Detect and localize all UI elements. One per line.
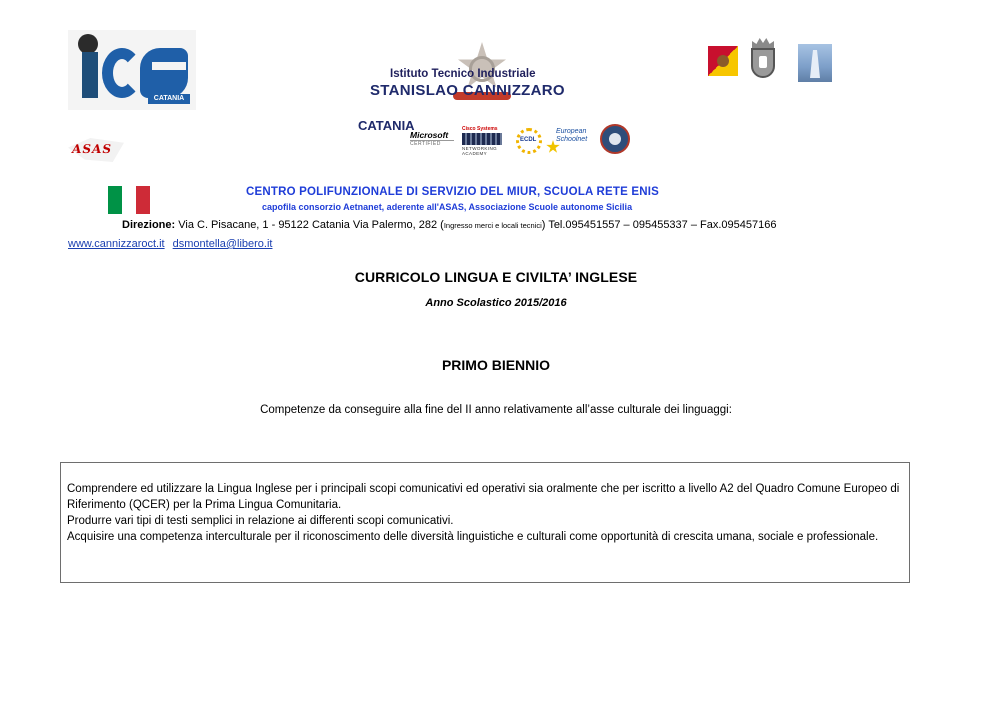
competence-item: Comprendere ed utilizzare la Lingua Inglese per i principali scopi comunicativi ed operativi sia oralmente che per iscritto a livello A2 del Quadro Comune Europeo di Riferimento (QCER) per la Prima Lingua Comunitaria.	[67, 483, 900, 511]
email-link[interactable]: dsmontella@libero.it	[172, 238, 273, 250]
asas-logo	[66, 136, 130, 166]
centro-subtitle: capofila consorzio Aetnanet, aderente all'ASAS, Associazione Scuole autonome Sicilia	[262, 202, 633, 212]
school-year: Anno Scolastico 2015/2016	[425, 297, 567, 309]
microsoft-certified-logo: Microsoft CERTIFIED	[410, 131, 454, 155]
website-link[interactable]: www.cannizzaroct.it	[68, 238, 165, 250]
institute-name: STANISLAO CANNIZZARO	[370, 82, 565, 99]
ics-logo-caption: CATANIA	[148, 94, 190, 104]
sicily-region-flag	[708, 46, 738, 76]
address-line: Direzione: Via C. Pisacane, 1 - 95122 Catania Via Palermo, 282 (Ingresso merci e locali tecnici) Tel.095451557 – 095455337 – Fax.095457166	[122, 219, 777, 231]
section-heading: PRIMO BIENNIO	[441, 357, 551, 373]
city-crest	[746, 38, 780, 82]
address-label: Direzione:	[122, 219, 176, 231]
ecdl-logo: ECDL	[514, 126, 544, 156]
competences-box	[60, 462, 910, 583]
round-seal-logo	[600, 124, 630, 154]
competence-item: Produrre vari tipi di testi semplici in relazione ai differenti scopi comunicativi.	[67, 515, 454, 527]
competences-intro: Competenze da conseguire alla fine del II anno relativamente all’asse culturale dei linguaggi:	[260, 404, 732, 416]
monument-image	[798, 44, 832, 82]
globe-icon	[78, 34, 98, 54]
competence-item: Acquisire una competenza interculturale per il riconoscimento delle diversità linguistiche e culturali come opportunità di crescita umana, sociale e professionale.	[67, 531, 879, 543]
document-title: CURRICOLO LINGUA E CIVILTA’ INGLESE	[354, 269, 638, 285]
asas-logo-text: ASAS	[70, 142, 114, 156]
institute-type: Istituto Tecnico Industriale	[390, 68, 536, 80]
cisco-academy-logo: Cisco Systems NETWORKING ACADEMY	[462, 126, 508, 156]
european-schoolnet-logo: European Schoolnet	[546, 128, 594, 156]
italian-flag	[108, 186, 150, 214]
contact-links	[68, 238, 277, 250]
ics-logo	[68, 30, 196, 110]
centro-title: CENTRO POLIFUNZIONALE DI SERVIZIO DEL MIUR, SCUOLA RETE ENIS	[246, 186, 660, 198]
institute-city: CATANIA	[358, 118, 415, 133]
